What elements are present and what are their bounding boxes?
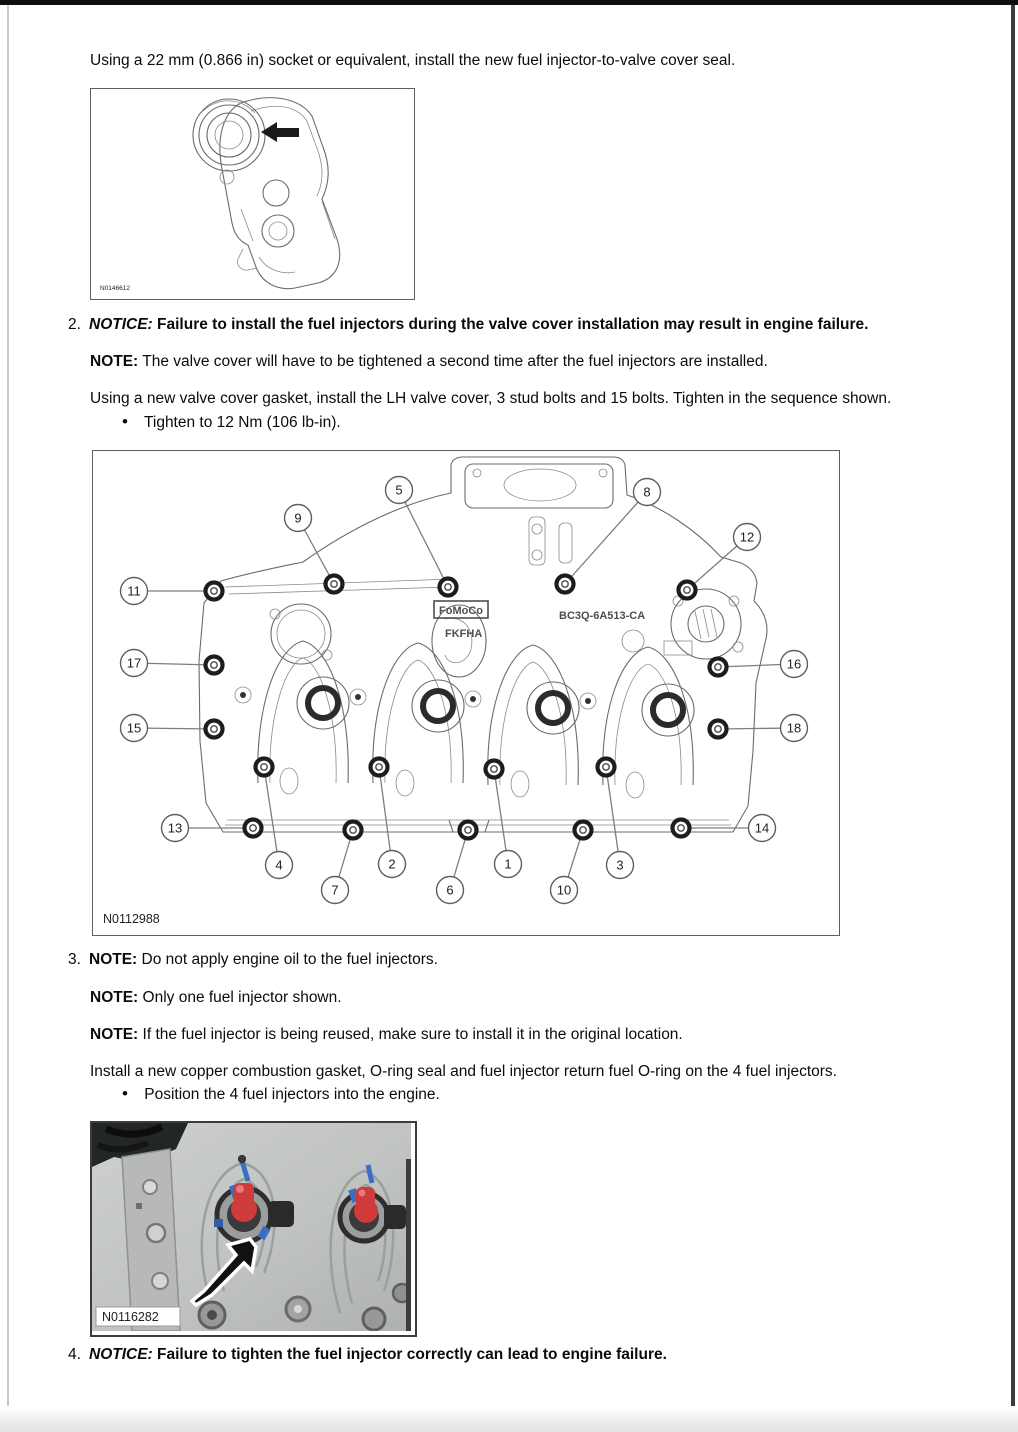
bolt-7 <box>345 822 362 839</box>
tightening-sequence-figure <box>92 450 840 936</box>
step3-bullet <box>122 1083 440 1105</box>
bolt-17 <box>206 657 223 674</box>
engine-code-label: FKFHA <box>445 628 483 640</box>
step2-note-line <box>90 351 768 372</box>
callout-number-8: 8 <box>643 484 651 500</box>
step2-bullet <box>122 411 341 433</box>
bolt-8 <box>557 576 574 593</box>
fuel-injector-photo-art <box>92 1123 411 1331</box>
callout-leader-4 <box>264 767 279 865</box>
cast-circle-detail <box>622 630 644 652</box>
callout-number-17: 17 <box>126 655 142 671</box>
bottom-bracket-lines <box>238 249 295 273</box>
step2-notice-label: NOTICE: <box>89 316 153 333</box>
step3-body-line <box>90 1061 837 1082</box>
figure3-ref: N0116282 <box>102 1310 159 1324</box>
bolt-9 <box>326 576 343 593</box>
callout-leader-2 <box>379 767 392 864</box>
step3-note3-text: If the fuel injector is being reused, make sure to install it in the original location. <box>142 1026 683 1043</box>
callout-number-15: 15 <box>126 720 142 736</box>
bolt-4 <box>256 759 273 776</box>
injector-seal-rings <box>193 99 265 171</box>
callout-number-3: 3 <box>616 857 624 873</box>
step3-note2-label: NOTE: <box>90 989 139 1006</box>
flange-lines <box>225 820 731 825</box>
callout-leader-8 <box>565 492 647 584</box>
window-right-edge <box>1011 5 1015 1432</box>
callout-leader-3 <box>606 767 620 865</box>
step4-number: 4. <box>68 1346 81 1363</box>
callout-number-9: 9 <box>294 510 302 526</box>
step2-body-text: Using a new valve cover gasket, install the LH valve cover, 3 stud bolts and 15 bolts. Tighten in the sequence shown. <box>90 390 892 407</box>
figure1-ref: N0146612 <box>100 285 130 292</box>
step3-note3-line <box>90 1024 683 1045</box>
step2-note-label: NOTE: <box>90 353 139 370</box>
callout-number-11: 11 <box>127 583 141 599</box>
step4-notice-label: NOTICE: <box>89 1346 153 1363</box>
step3-bullet-text: Position the 4 fuel injectors into the engine. <box>144 1086 440 1103</box>
injector-bores <box>297 677 694 736</box>
step2-number: 2. <box>68 316 81 333</box>
seal-install-figure <box>90 88 415 300</box>
page-bottom-fade <box>0 1406 1018 1432</box>
step2-notice-line <box>68 314 868 335</box>
intake-opening <box>465 464 613 508</box>
cast-rect-detail <box>664 641 692 655</box>
callout-number-14: 14 <box>754 820 770 836</box>
bolt-5 <box>440 579 457 596</box>
callout-leader-5 <box>399 490 448 587</box>
bolt-10 <box>575 822 592 839</box>
figure2-ref: N0112988 <box>103 912 160 926</box>
fragment-inner-line2 <box>241 201 335 241</box>
callout-leader-1 <box>494 769 508 864</box>
callout-number-13: 13 <box>167 820 183 836</box>
step2-notice-text: Failure to install the fuel injectors during the valve cover installation may result in engine failure. <box>157 316 869 333</box>
metal-rail <box>122 1149 180 1331</box>
step2-note-text: The valve cover will have to be tightened a second time after the fuel injectors are installed. <box>142 353 768 370</box>
figure3-ref-box <box>96 1307 180 1326</box>
step3-note3-label: NOTE: <box>90 1026 139 1043</box>
breather-port <box>671 589 743 659</box>
step3-number: 3. <box>68 951 81 968</box>
callout-number-12: 12 <box>739 529 755 545</box>
bolt-11 <box>206 583 223 600</box>
step3-note2-line <box>90 987 342 1008</box>
seal-nub <box>220 170 234 184</box>
callout-number-5: 5 <box>395 482 403 498</box>
step3-body-text: Install a new copper combustion gasket, O-ring seal and fuel injector return fuel O-ring on the 4 fuel injectors. <box>90 1063 837 1080</box>
brand-label: FoMoCo <box>439 605 483 617</box>
callout-number-1: 1 <box>504 856 512 872</box>
mid-port <box>263 180 289 206</box>
step1-instruction <box>90 50 735 71</box>
callout-number-10: 10 <box>556 882 572 898</box>
step3-note2-text: Only one fuel injector shown. <box>142 989 342 1006</box>
stud-bosses <box>235 687 644 798</box>
bolt-12 <box>679 582 696 599</box>
seal-install-lineart <box>91 89 412 297</box>
step3-note1-label: NOTE: <box>89 951 138 968</box>
tightening-sequence-lineart <box>93 451 837 933</box>
step4-notice-text: Failure to tighten the fuel injector correctly can lead to engine failure. <box>157 1346 667 1363</box>
bracket-tabs <box>529 517 572 565</box>
bolt-1 <box>486 761 503 778</box>
window-top-edge <box>0 0 1018 5</box>
bolt-3 <box>598 759 615 776</box>
cam-arches <box>258 641 694 785</box>
step3-note1-line <box>68 949 438 970</box>
bolt-15 <box>206 721 223 738</box>
callout-number-6: 6 <box>446 882 454 898</box>
part-markings <box>434 601 645 640</box>
fuel-injector-photo <box>90 1121 417 1337</box>
callout-number-7: 7 <box>331 882 339 898</box>
arrow-indicator <box>261 122 299 142</box>
bolt-14 <box>673 820 690 837</box>
valve-cover-outline <box>199 457 767 832</box>
bolt-2 <box>371 759 388 776</box>
photo-right-shadow <box>406 1159 411 1331</box>
step2-body-line <box>90 388 891 409</box>
bolt-6 <box>460 822 477 839</box>
step4-notice-line <box>68 1344 667 1365</box>
part-number-label: BC3Q-6A513-CA <box>559 610 646 622</box>
bolt-18 <box>710 721 727 738</box>
callout-number-2: 2 <box>388 856 396 872</box>
step1-text: Using a 22 mm (0.866 in) socket or equivalent, install the new fuel injector-to-valve cover seal. <box>90 52 736 69</box>
page-left-edge-line <box>7 5 9 1432</box>
lower-port <box>262 215 294 247</box>
left-round-port <box>270 604 332 664</box>
bolt-13 <box>245 820 262 837</box>
callout-number-4: 4 <box>275 857 283 873</box>
callout-number-18: 18 <box>786 720 802 736</box>
step3-note1-text: Do not apply engine oil to the fuel injectors. <box>141 951 438 968</box>
step2-bullet-text: Tighten to 12 Nm (106 lb-in). <box>143 414 341 431</box>
callout-number-16: 16 <box>786 656 802 672</box>
bolt-16 <box>710 659 727 676</box>
